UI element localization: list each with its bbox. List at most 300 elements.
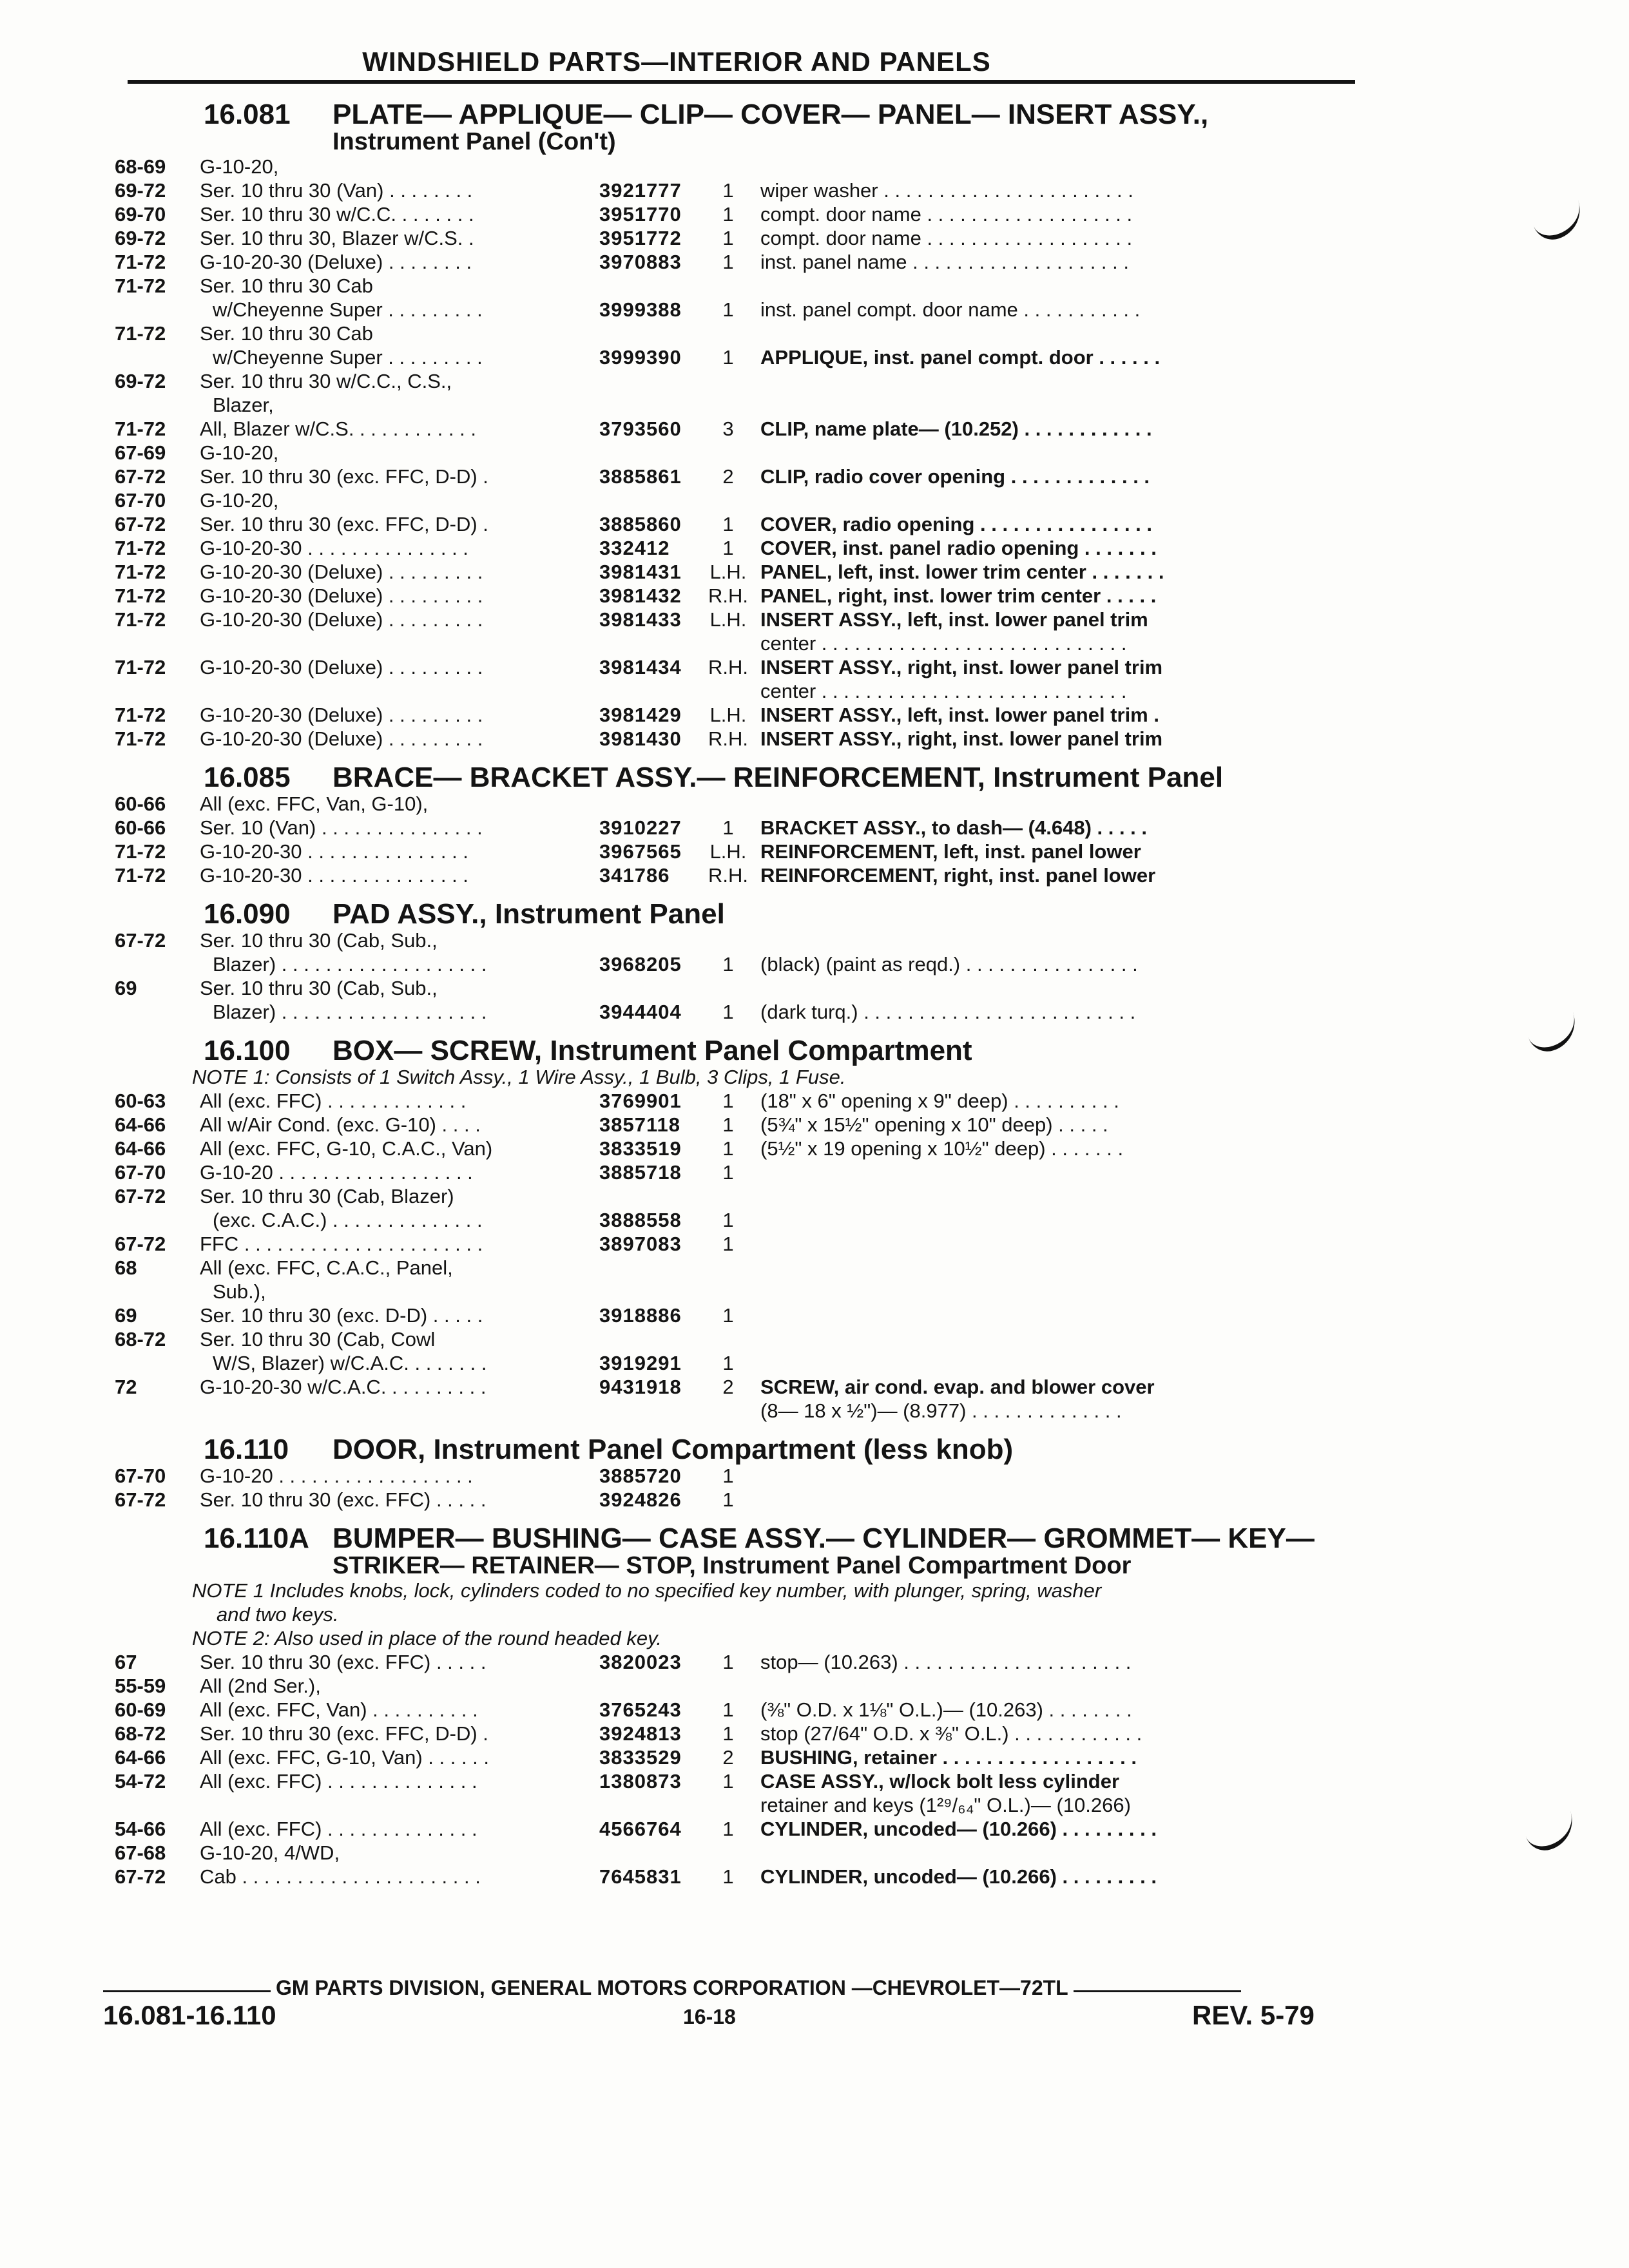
quantity: 1 xyxy=(722,537,734,559)
parts-row xyxy=(115,1841,1355,1865)
part-description xyxy=(760,1351,1095,1375)
part-number xyxy=(599,792,696,816)
part-number xyxy=(599,928,696,952)
model-years xyxy=(115,298,200,322)
quantity: 1 xyxy=(722,513,734,535)
model-years: 71-72 xyxy=(115,864,166,887)
part-number: 3921777 xyxy=(599,179,682,202)
parts-row xyxy=(115,840,1355,863)
model-years: 71-72 xyxy=(115,274,166,297)
footer-rule-left xyxy=(103,1990,271,1992)
part-description xyxy=(760,488,1095,512)
model-years: 67-70 xyxy=(115,1465,166,1487)
section-note: and two keys. xyxy=(217,1603,339,1626)
part-description: center . . . . . . . . . . . . . . . . . . . . . . . . . . . . xyxy=(760,680,1127,702)
application: G-10-20, xyxy=(200,155,279,178)
quantity xyxy=(696,393,760,417)
part-description: SCREW, air cond. evap. and blower cover xyxy=(760,1376,1155,1398)
quantity: 1 xyxy=(722,1304,734,1327)
page-header-title: WINDSHIELD PARTS—INTERIOR AND PANELS xyxy=(362,46,991,77)
application: G-10-20-30 . . . . . . . . . . . . . . . xyxy=(200,537,468,559)
part-description xyxy=(760,976,1095,1000)
part-number: 3885861 xyxy=(599,465,682,488)
quantity: 1 xyxy=(722,1352,734,1374)
model-years: 71-72 xyxy=(115,656,166,678)
part-description xyxy=(760,1208,1095,1232)
model-years: 71-72 xyxy=(115,727,166,750)
part-number xyxy=(599,488,696,512)
part-description xyxy=(760,1488,1095,1512)
model-years: 67-70 xyxy=(115,489,166,512)
section-title: BUMPER— BUSHING— CASE ASSY.— CYLINDER— GROMMET— KEY— xyxy=(333,1523,1315,1554)
part-number: 3897083 xyxy=(599,1233,682,1255)
part-description xyxy=(760,928,1095,952)
parts-row xyxy=(115,1399,1355,1423)
application: G-10-20-30 (Deluxe) . . . . . . . . . xyxy=(200,704,483,726)
model-years: 60-66 xyxy=(115,816,166,839)
parts-row xyxy=(115,488,1355,512)
part-number xyxy=(599,274,696,298)
quantity: 2 xyxy=(722,1376,734,1398)
parts-row xyxy=(115,1722,1355,1745)
part-description xyxy=(760,1256,1095,1280)
model-years: 71-72 xyxy=(115,840,166,863)
quantity xyxy=(696,1841,760,1865)
application: G-10-20-30 (Deluxe) . . . . . . . . xyxy=(200,251,472,273)
part-description: PANEL, left, inst. lower trim center . . . . . . . xyxy=(760,561,1164,583)
parts-row xyxy=(115,322,1355,345)
model-years xyxy=(115,631,200,655)
model-years: 60-63 xyxy=(115,1090,166,1112)
application xyxy=(200,631,599,655)
part-number: 3910227 xyxy=(599,816,682,839)
part-number: 3765243 xyxy=(599,1698,682,1721)
part-number xyxy=(599,976,696,1000)
parts-row xyxy=(115,1000,1355,1024)
parts-row xyxy=(115,512,1355,536)
part-number: 341786 xyxy=(599,864,670,887)
parts-row xyxy=(115,631,1355,655)
parts-row xyxy=(115,792,1355,816)
quantity: L.H. xyxy=(709,561,747,583)
part-number: 1380873 xyxy=(599,1770,682,1792)
section-number: 16.081 xyxy=(204,99,291,130)
part-number xyxy=(599,1399,696,1423)
footer-rule-right xyxy=(1074,1990,1241,1992)
application: All (exc. FFC, C.A.C., Panel, xyxy=(200,1256,453,1279)
part-number: 3951770 xyxy=(599,203,682,226)
part-description: center . . . . . . . . . . . . . . . . . . . . . . . . . . . . xyxy=(760,632,1127,655)
part-description xyxy=(760,1160,1095,1184)
quantity: L.H. xyxy=(709,840,747,863)
application: All (exc. FFC) . . . . . . . . . . . . . xyxy=(200,1090,467,1112)
model-years: 68-72 xyxy=(115,1722,166,1745)
application: (exc. C.A.C.) . . . . . . . . . . . . . . xyxy=(213,1209,483,1231)
application: w/Cheyenne Super . . . . . . . . . xyxy=(213,346,483,369)
application: Ser. 10 thru 30 Cab xyxy=(200,322,373,345)
section-spacer xyxy=(115,887,1355,896)
part-description: CLIP, name plate— (10.252) . . . . . . . . . . . . xyxy=(760,418,1152,440)
part-number xyxy=(599,155,696,178)
part-description xyxy=(760,1464,1095,1488)
quantity: 1 xyxy=(722,1722,734,1745)
application: Ser. 10 (Van) . . . . . . . . . . . . . . . xyxy=(200,816,483,839)
application: Ser. 10 thru 30 (Van) . . . . . . . . xyxy=(200,179,473,202)
part-number xyxy=(599,393,696,417)
section-heading xyxy=(204,764,1355,792)
model-years: 71-72 xyxy=(115,584,166,607)
application: Ser. 10 thru 30 (Cab, Blazer) xyxy=(200,1185,454,1207)
footer-page-number: 16-18 xyxy=(683,2005,736,2028)
application: Cab . . . . . . . . . . . . . . . . . . . . . . xyxy=(200,1865,481,1888)
parts-row xyxy=(115,727,1355,751)
model-years: 71-72 xyxy=(115,537,166,559)
part-description xyxy=(760,792,1095,816)
quantity: R.H. xyxy=(708,584,748,607)
part-description xyxy=(760,1280,1095,1303)
part-number: 3999388 xyxy=(599,298,682,321)
quantity: 1 xyxy=(722,1001,734,1023)
part-description: BRACKET ASSY., to dash— (4.648) . . . . . xyxy=(760,816,1148,839)
application: Ser. 10 thru 30 Cab xyxy=(200,274,373,297)
section-note: NOTE 1 Includes knobs, lock, cylinders coded to no specified key number, with plunger, spring, washer xyxy=(192,1579,1102,1602)
part-number: 3833529 xyxy=(599,1746,682,1769)
model-years: 68 xyxy=(115,1256,137,1279)
application: Ser. 10 thru 30, Blazer w/C.S. . xyxy=(200,227,474,249)
parts-row xyxy=(115,1793,1355,1817)
application: Ser. 10 thru 30 (exc. D-D) . . . . . xyxy=(200,1304,483,1327)
application: G-10-20-30 (Deluxe) . . . . . . . . . xyxy=(200,584,483,607)
application: G-10-20-30 . . . . . . . . . . . . . . . xyxy=(200,864,468,887)
model-years xyxy=(115,1208,200,1232)
quantity: 1 xyxy=(722,1698,734,1721)
application: Ser. 10 thru 30 (exc. FFC) . . . . . xyxy=(200,1488,487,1511)
quantity: 1 xyxy=(722,251,734,273)
section-heading xyxy=(204,1436,1355,1464)
application: G-10-20, xyxy=(200,441,279,464)
model-years: 69 xyxy=(115,1304,137,1327)
application: Ser. 10 thru 30 (Cab, Cowl xyxy=(200,1328,436,1350)
part-description: REINFORCEMENT, left, inst. panel lower xyxy=(760,840,1141,863)
model-years: 67-72 xyxy=(115,1233,166,1255)
part-description: (8— 18 x ½")— (8.977) . . . . . . . . . . . . . . xyxy=(760,1399,1122,1422)
model-years: 55-59 xyxy=(115,1675,166,1697)
section-heading xyxy=(204,101,1355,129)
quantity xyxy=(696,976,760,1000)
quantity: 1 xyxy=(722,1465,734,1487)
application: Blazer) . . . . . . . . . . . . . . . . . . . xyxy=(213,953,487,975)
part-description: compt. door name . . . . . . . . . . . . . . . . . . . xyxy=(760,203,1133,226)
quantity: 2 xyxy=(722,465,734,488)
part-description: wiper washer . . . . . . . . . . . . . . . . . . . . . . . xyxy=(760,179,1133,202)
parts-row xyxy=(115,536,1355,560)
model-years: 69 xyxy=(115,977,137,999)
application: w/Cheyenne Super . . . . . . . . . xyxy=(213,298,483,321)
part-number: 3944404 xyxy=(599,1001,682,1023)
model-years: 64-66 xyxy=(115,1137,166,1160)
application: G-10-20, 4/WD, xyxy=(200,1841,340,1864)
part-description xyxy=(760,369,1095,393)
model-years: 71-72 xyxy=(115,322,166,345)
part-number xyxy=(599,631,696,655)
quantity xyxy=(696,369,760,393)
quantity: 1 xyxy=(722,1137,734,1160)
model-years: 68-72 xyxy=(115,1328,166,1350)
quantity: 1 xyxy=(722,1161,734,1184)
part-number: 3793560 xyxy=(599,418,682,440)
part-description xyxy=(760,441,1095,465)
parts-row xyxy=(115,655,1355,679)
part-description: CYLINDER, uncoded— (10.266) . . . . . . . . . xyxy=(760,1818,1157,1840)
parts-row xyxy=(115,226,1355,250)
application: Ser. 10 thru 30 (Cab, Sub., xyxy=(200,977,438,999)
part-number xyxy=(599,369,696,393)
part-description: REINFORCEMENT, right, inst. panel lower xyxy=(760,864,1156,887)
part-description: CLIP, radio cover opening . . . . . . . . . . . . . xyxy=(760,465,1150,488)
part-number: 9431918 xyxy=(599,1376,682,1398)
part-description xyxy=(760,1327,1095,1351)
footer-section-range: 16.081-16.110 xyxy=(103,2000,276,2030)
application: G-10-20-30 . . . . . . . . . . . . . . . xyxy=(200,840,468,863)
part-description xyxy=(760,1184,1095,1208)
quantity: 1 xyxy=(722,953,734,975)
section-title: DOOR, Instrument Panel Compartment (less knob) xyxy=(333,1434,1014,1465)
part-description xyxy=(760,322,1095,345)
parts-row xyxy=(115,863,1355,887)
quantity xyxy=(696,1280,760,1303)
parts-row xyxy=(115,1208,1355,1232)
parts-row xyxy=(115,1674,1355,1698)
parts-row xyxy=(115,298,1355,322)
part-number xyxy=(599,1280,696,1303)
quantity: 1 xyxy=(722,1090,734,1112)
model-years: 71-72 xyxy=(115,561,166,583)
part-number: 3857118 xyxy=(599,1113,680,1136)
model-years: 67-70 xyxy=(115,1161,166,1184)
section-number: 16.090 xyxy=(204,898,291,930)
model-years: 69-70 xyxy=(115,203,166,226)
model-years: 71-72 xyxy=(115,251,166,273)
section-subtitle: STRIKER— RETAINER— STOP, Instrument Panel Compartment Door xyxy=(333,1552,1132,1579)
section-number: 16.100 xyxy=(204,1035,291,1066)
section-title: BRACE— BRACKET ASSY.— REINFORCEMENT, Instrument Panel xyxy=(333,762,1224,793)
part-number xyxy=(599,322,696,345)
part-number: 3769901 xyxy=(599,1090,682,1112)
model-years xyxy=(115,679,200,703)
part-number xyxy=(599,1841,696,1865)
part-description xyxy=(760,1303,1095,1327)
quantity xyxy=(696,441,760,465)
application: All (exc. FFC, G-10, Van) . . . . . . xyxy=(200,1746,490,1769)
section-heading xyxy=(204,1037,1355,1065)
parts-row xyxy=(115,345,1355,369)
quantity: 1 xyxy=(722,816,734,839)
model-years: 69-72 xyxy=(115,370,166,392)
parts-row xyxy=(115,1160,1355,1184)
part-number xyxy=(599,1793,696,1817)
quantity xyxy=(696,792,760,816)
part-number: 3820023 xyxy=(599,1651,682,1673)
application: G-10-20, xyxy=(200,489,279,512)
part-number: 3919291 xyxy=(599,1352,682,1374)
model-years xyxy=(115,1351,200,1375)
model-years: 67 xyxy=(115,1651,137,1673)
part-description: INSERT ASSY., right, inst. lower panel trim xyxy=(760,727,1163,750)
application: All w/Air Cond. (exc. G-10) . . . . xyxy=(200,1113,481,1136)
quantity: 1 xyxy=(722,298,734,321)
part-description: (18" x 6" opening x 9" deep) . . . . . . . . . . xyxy=(760,1090,1119,1112)
model-years: 60-69 xyxy=(115,1698,166,1721)
application: All (2nd Ser.), xyxy=(200,1675,321,1697)
parts-row xyxy=(115,393,1355,417)
parts-row xyxy=(115,1089,1355,1113)
quantity: 1 xyxy=(722,1209,734,1231)
section-spacer xyxy=(115,1024,1355,1033)
quantity xyxy=(696,322,760,345)
part-description: CYLINDER, uncoded— (10.266) . . . . . . . . . xyxy=(760,1865,1157,1888)
parts-row xyxy=(115,274,1355,298)
part-number: 4566764 xyxy=(599,1818,682,1840)
parts-row xyxy=(115,952,1355,976)
quantity: 1 xyxy=(722,1488,734,1511)
footer-revision: REV. 5-79 xyxy=(1192,2000,1315,2030)
part-description: (5½" x 19 opening x 10½" deep) . . . . . . . xyxy=(760,1137,1124,1160)
section-heading xyxy=(204,900,1355,928)
application: G-10-20-30 (Deluxe) . . . . . . . . . xyxy=(200,727,483,750)
part-number: 3885720 xyxy=(599,1465,682,1487)
parts-row xyxy=(115,1327,1355,1351)
parts-row xyxy=(115,369,1355,393)
model-years: 67-69 xyxy=(115,441,166,464)
application: Ser. 10 thru 30 (exc. FFC, D-D) . xyxy=(200,465,488,488)
part-number: 3968205 xyxy=(599,953,682,975)
check-mark-icon xyxy=(1525,1011,1582,1057)
quantity xyxy=(696,155,760,178)
section-title: BOX— SCREW, Instrument Panel Compartment xyxy=(333,1035,972,1066)
model-years xyxy=(115,345,200,369)
quantity: 1 xyxy=(722,203,734,226)
parts-row xyxy=(115,1865,1355,1888)
parts-row xyxy=(115,1769,1355,1793)
model-years: 54-72 xyxy=(115,1770,166,1792)
part-number: 7645831 xyxy=(599,1865,682,1888)
part-number: 3924826 xyxy=(599,1488,682,1511)
parts-row xyxy=(115,1184,1355,1208)
model-years: 67-72 xyxy=(115,513,166,535)
quantity: R.H. xyxy=(708,864,748,887)
application: Sub.), xyxy=(213,1280,266,1303)
parts-row xyxy=(115,679,1355,703)
parts-row xyxy=(115,1698,1355,1722)
parts-row xyxy=(115,608,1355,631)
application: FFC . . . . . . . . . . . . . . . . . . . . . . xyxy=(200,1233,483,1255)
application: Blazer, xyxy=(213,394,274,416)
quantity xyxy=(696,631,760,655)
quantity: 1 xyxy=(722,1233,734,1255)
part-description: INSERT ASSY., left, inst. lower panel trim xyxy=(760,608,1148,631)
section-note: NOTE 2: Also used in place of the round headed key. xyxy=(192,1627,662,1649)
parts-row xyxy=(115,703,1355,727)
part-number: 3885860 xyxy=(599,513,682,535)
part-number: 3999390 xyxy=(599,346,682,369)
quantity: 2 xyxy=(722,1746,734,1769)
application: All (exc. FFC) . . . . . . . . . . . . . . xyxy=(200,1818,477,1840)
quantity: L.H. xyxy=(709,608,747,631)
parts-list xyxy=(115,97,1355,1898)
part-description: COVER, radio opening . . . . . . . . . . . . . . . . xyxy=(760,513,1153,535)
model-years: 60-66 xyxy=(115,793,166,815)
quantity xyxy=(696,488,760,512)
part-number xyxy=(599,441,696,465)
application: Ser. 10 thru 30 (exc. FFC, D-D) . xyxy=(200,1722,488,1745)
parts-row xyxy=(115,250,1355,274)
model-years: 54-66 xyxy=(115,1818,166,1840)
part-description xyxy=(760,155,1095,178)
header-rule xyxy=(128,80,1355,84)
application: W/S, Blazer) w/C.A.C. . . . . . . . xyxy=(213,1352,487,1374)
parts-row xyxy=(115,928,1355,952)
part-number: 3981430 xyxy=(599,727,682,750)
section-title: PAD ASSY., Instrument Panel xyxy=(333,898,725,930)
part-description: INSERT ASSY., right, inst. lower panel trim xyxy=(760,656,1163,678)
part-description: inst. panel compt. door name . . . . . . . . . . . xyxy=(760,298,1141,321)
part-description: compt. door name . . . . . . . . . . . . . . . . . . . xyxy=(760,227,1133,249)
section-number: 16.110A xyxy=(204,1523,309,1554)
part-description: (⅜" O.D. x 1⅛" O.L.)— (10.263) . . . . . . . . xyxy=(760,1698,1132,1721)
parts-row xyxy=(115,1351,1355,1375)
part-number: 3951772 xyxy=(599,227,682,249)
application: All (exc. FFC) . . . . . . . . . . . . . . xyxy=(200,1770,477,1792)
part-description: stop— (10.263) . . . . . . . . . . . . . . . . . . . . . xyxy=(760,1651,1132,1673)
part-number: 3970883 xyxy=(599,251,682,273)
parts-row xyxy=(115,1280,1355,1303)
model-years: 67-72 xyxy=(115,465,166,488)
application: G-10-20-30 (Deluxe) . . . . . . . . . xyxy=(200,656,483,678)
part-number xyxy=(599,1256,696,1280)
parts-row xyxy=(115,1817,1355,1841)
quantity: 1 xyxy=(722,1818,734,1840)
model-years: 67-72 xyxy=(115,929,166,952)
part-number: 3924813 xyxy=(599,1722,682,1745)
model-years: 68-69 xyxy=(115,155,166,178)
parts-row xyxy=(115,202,1355,226)
quantity xyxy=(696,679,760,703)
part-description xyxy=(760,1232,1095,1256)
part-description: (dark turq.) . . . . . . . . . . . . . . . . . . . . . . . . . xyxy=(760,1001,1136,1023)
part-description: APPLIQUE, inst. panel compt. door . . . . . . xyxy=(760,346,1161,369)
parts-row xyxy=(115,1303,1355,1327)
parts-row xyxy=(115,584,1355,608)
quantity: 1 xyxy=(722,346,734,369)
application xyxy=(200,1793,599,1817)
application xyxy=(200,679,599,703)
application: Ser. 10 thru 30 (exc. FFC, D-D) . xyxy=(200,513,488,535)
quantity xyxy=(696,1256,760,1280)
part-number xyxy=(599,1184,696,1208)
part-number xyxy=(599,1327,696,1351)
model-years xyxy=(115,1399,200,1423)
section-subtitle: Instrument Panel (Con't) xyxy=(333,128,616,155)
quantity: R.H. xyxy=(708,656,748,678)
model-years: 69-72 xyxy=(115,179,166,202)
model-years: 67-72 xyxy=(115,1185,166,1207)
application: All (exc. FFC, Van, G-10), xyxy=(200,793,429,815)
part-number: 3888558 xyxy=(599,1209,682,1231)
part-description: COVER, inst. panel radio opening . . . . . . . xyxy=(760,537,1157,559)
application: G-10-20-30 (Deluxe) . . . . . . . . . xyxy=(200,608,483,631)
part-description: BUSHING, retainer . . . . . . . . . . . . . . . . . . xyxy=(760,1746,1137,1769)
model-years: 69-72 xyxy=(115,227,166,249)
